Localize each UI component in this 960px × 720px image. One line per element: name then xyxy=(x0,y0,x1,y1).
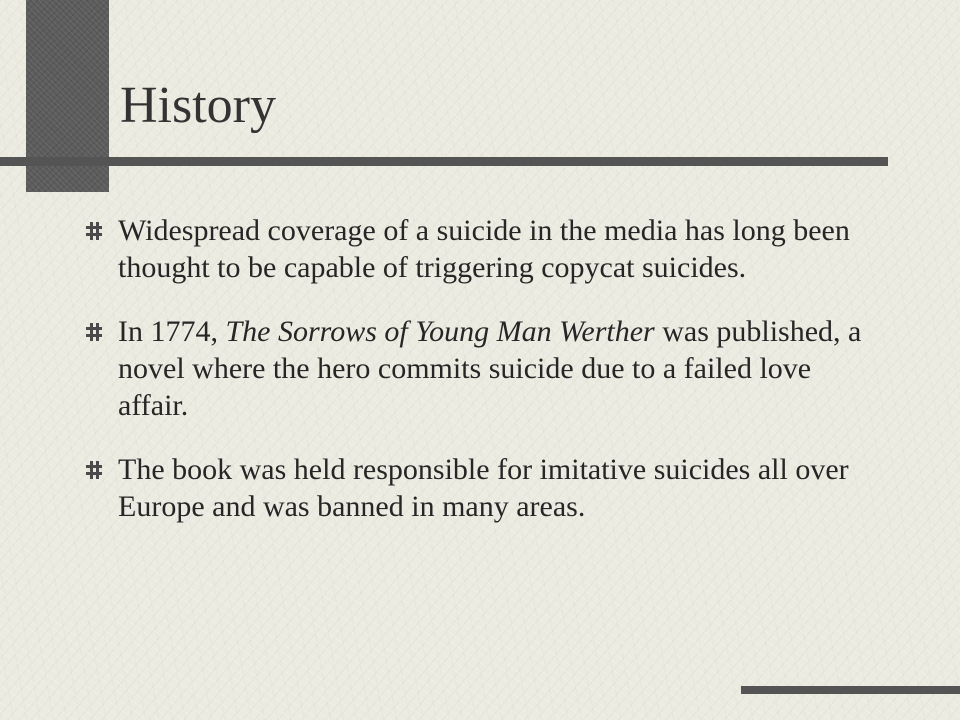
bullet-item xyxy=(86,451,886,525)
title-underline-bar xyxy=(0,157,888,166)
book-title: The Sorrows of Young Man Werther xyxy=(225,315,655,348)
hash-bullet-icon xyxy=(86,323,102,341)
bullet-text-prefix: In 1774, xyxy=(118,315,226,348)
bullet-text: The book was held responsible for imitative suicides all over Europe and was banned in many areas. xyxy=(118,453,849,523)
bullet-list xyxy=(86,212,886,552)
hash-bullet-icon xyxy=(86,222,102,240)
bullet-item xyxy=(86,313,886,424)
bullet-item xyxy=(86,212,886,286)
slide-title: History xyxy=(120,77,276,134)
bullet-text: Widespread coverage of a suicide in the media has long been thought to be capable of triggering copycat suicides. xyxy=(118,214,850,284)
bullet-text-suffix: was published, a novel where the hero commits suicide due to a failed love affair. xyxy=(118,315,862,422)
hash-bullet-icon xyxy=(86,461,102,479)
bottom-accent-bar xyxy=(741,686,960,694)
